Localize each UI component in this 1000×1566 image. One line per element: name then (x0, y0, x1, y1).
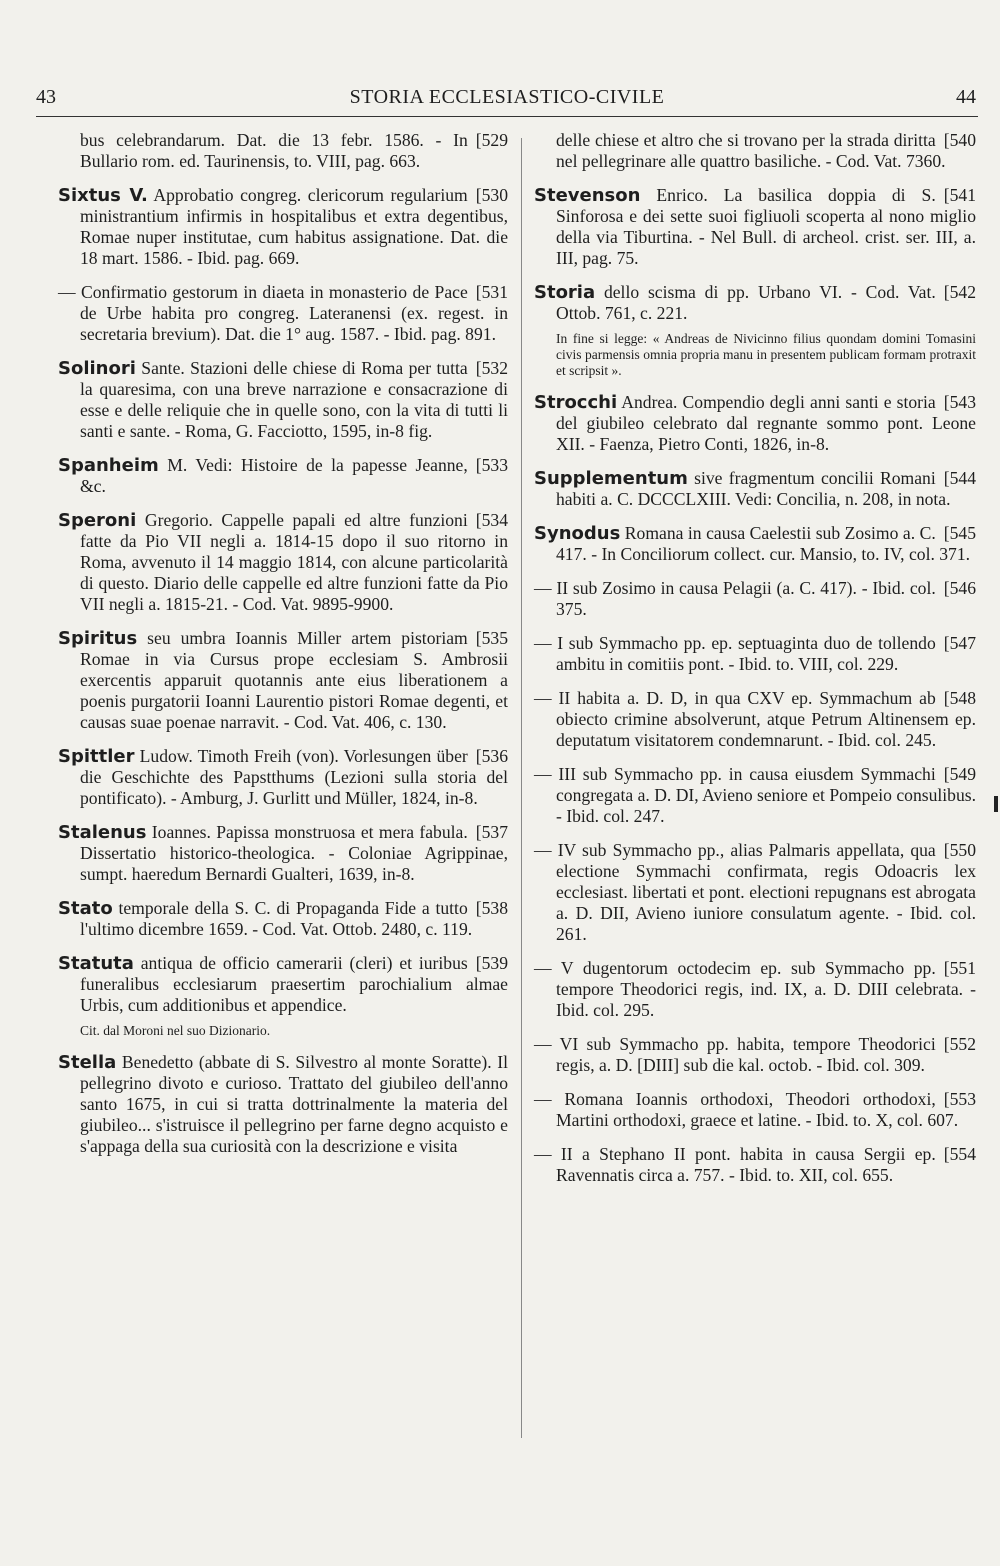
page-header (36, 82, 978, 117)
bibliography-entry (58, 455, 508, 497)
entry-heading: Spittler (58, 746, 135, 767)
entry-text: M. Vedi: Histoire de la papesse Jeanne, &c. (80, 455, 468, 496)
entry-heading: Strocchi (534, 392, 618, 413)
running-title: STORIA ECCLESIASTICO-CIVILE (349, 86, 665, 108)
entry-text: Sante. Stazioni delle chiese di Roma per tutta la quaresima, con una breve narrazione e consacrazione di esse e delle reliquie che in quelle sono, con la vita di tutti li santi e sante. - Roma, G. Facciotto, 1595, in-8 fig. (80, 358, 508, 441)
entry-text: bus celebrandarum. Dat. die 13 febr. 1586. - In Bullario rom. ed. Taurinensis, to. VIII, pag. 663. (80, 130, 468, 171)
column-divider (521, 138, 522, 1438)
entry-number: [538 (475, 898, 508, 918)
bibliography-entry (58, 953, 508, 1016)
bibliography-entry (534, 523, 976, 565)
entry-heading: Stato (58, 898, 113, 919)
entry-text: — Confirmatio gestorum in diaeta in monasterio de Pace de Urbe habita pro congreg. Lateranensi (ex. regest. in secretaria brevium). Dat. die 1° aug. 1587. - Ibid. pag. 891. (58, 282, 508, 344)
entry-number: [529 (475, 130, 508, 150)
entry-heading: Stevenson (534, 185, 641, 206)
entry-text: — II sub Zosimo in causa Pelagii (a. C. 417). - Ibid. col. 375. (534, 578, 936, 619)
entry-number: [544 (943, 468, 976, 488)
entry-text: — VI sub Symmacho pp. habita, tempore Theodorici regis, a. D. [DIII] sub die kal. octob. - Ibid. col. 309. (534, 1034, 936, 1075)
bibliography-entry (58, 358, 508, 442)
entry-text: Gregorio. Cappelle papali ed altre funzioni fatte da Pio VII negli a. 1814-15 dopo il suo ritorno in Roma, avvenuto il 14 maggio 1814, con alcune particolarità di questo. Diario delle cappelle ed altre funzioni fatte da Pio VII negli a. 1815-21. - Cod. Vat. 9895-9900. (80, 510, 508, 614)
bibliography-entry (534, 840, 976, 945)
entry-text: — IV sub Symmacho pp., alias Palmaris appellata, qua electione Symmachi confirmata, regis Odoacris lex ecclesiast. libertati et pont. electioni repugnans est abrogata a. D. DII, Avieno iuniore consulatum agente. - Ibid. col. 261. (534, 840, 976, 944)
entry-number: [537 (475, 822, 508, 842)
bibliography-entry (534, 1034, 976, 1076)
entry-number: [530 (475, 185, 508, 205)
bibliography-entry (534, 633, 976, 675)
entry-number: [554 (943, 1144, 976, 1164)
bibliography-entry (534, 958, 976, 1021)
bibliography-entry (534, 392, 976, 455)
entry-number: [535 (475, 628, 508, 648)
entry-heading: Supplementum (534, 468, 688, 489)
entry-text: seu umbra Ioannis Miller artem pistoriam Romae in via Cursus prope ecclesiam S. Ambrosii exercentis apparuit quotannis ante eius liberationem a poenis purgatorii Ioanni Laurentio pistori Romae degenti, et causas suae poenae narravit. - Cod. Vat. 406, c. 130. (80, 628, 508, 732)
entry-number: [541 (943, 185, 976, 205)
entry-heading: Stalenus (58, 822, 147, 843)
bibliography-entry (58, 510, 508, 615)
bibliography-entry (534, 185, 976, 269)
entry-heading: Sixtus V. (58, 185, 148, 206)
bibliography-entry (534, 764, 976, 827)
entry-number: [552 (943, 1034, 976, 1054)
bibliography-entry (58, 185, 508, 269)
entry-number: [543 (943, 392, 976, 412)
entry-text: Enrico. La basilica doppia di S. Sinforosa e dei sette suoi figliuoli scoperta al nono miglio della via Tiburtina. - Nel Bull. di archeol. crist. ser. III, a. III, pag. 75. (556, 185, 976, 268)
entry-text: — Romana Ioannis orthodoxi, Theodori orthodoxi, Martini orthodoxi, graece et latine. - Ibid. to. X, col. 607. (534, 1089, 959, 1130)
entry-number: [553 (943, 1089, 976, 1109)
entry-number: [533 (475, 455, 508, 475)
entry-text: sive fragmentum concilii Romani habiti a. C. DCCCLXIII. Vedi: Concilia, n. 208, in nota. (556, 468, 951, 509)
bibliography-entry (58, 1052, 508, 1157)
entry-text: delle chiese et altro che si trovano per la strada diritta nel pellegrinare alle quattro basiliche. - Cod. Vat. 7360. (556, 130, 946, 171)
bibliography-entry (534, 282, 976, 324)
page-number-left: 43 (36, 86, 56, 108)
entry-number: [545 (943, 523, 976, 543)
bibliography-entry (534, 130, 976, 172)
entry-text: Benedetto (abbate di S. Silvestro al monte Soratte). Il pellegrino divoto e curioso. Trattato del giubileo dell'anno santo 1675, in cui si tratta dottrinalmente la materia del giubileo... s'istruisce il pellegrino per farne degno acquisto e s'appaga della sua curiosità con la descrizione e visita (80, 1052, 508, 1156)
right-column (534, 130, 976, 1199)
bibliography-entry (534, 1089, 976, 1131)
entry-heading: Storia (534, 282, 596, 303)
entry-number: [539 (475, 953, 508, 973)
entry-heading: Stella (58, 1052, 117, 1073)
page-number-right: 44 (956, 86, 976, 108)
entry-text: — II a Stephano II pont. habita in causa Sergii ep. Ravennatis circa a. 757. - Ibid. to. XII, col. 655. (534, 1144, 936, 1185)
bibliography-entry (534, 688, 976, 751)
entry-number: [531 (475, 282, 508, 302)
entry-text: antiqua de officio camerarii (cleri) et iuribus funeralibus ecclesiarum praesertim parochialium almae Urbis, cum additionibus et appendice. (80, 953, 508, 1015)
entry-text: Approbatio congreg. clericorum regularium ministrantium infirmis in hospitalibus et extra degentibus, Romae nuper institutae, cum habitus assignatione. Dat. die 18 mart. 1586. - Ibid. pag. 669. (80, 185, 508, 268)
entry-number: [547 (943, 633, 976, 653)
entry-note: Cit. dal Moroni nel suo Dizionario. (80, 1023, 271, 1038)
bibliography-entry (58, 282, 508, 345)
entry-text: dello scisma di pp. Urbano VI. - Cod. Vat. Ottob. 761, c. 221. (556, 282, 936, 323)
entry-number: [540 (943, 130, 976, 150)
bibliography-entry (58, 130, 508, 172)
entry-note: In fine si legge: « Andreas de Nivicinno filius quondam domini Tomasini civis parmensis omnia propria manu in presentem publicam formam protraxit et scripsit ». (556, 331, 976, 378)
entry-number: [548 (943, 688, 976, 708)
bibliography-entry (58, 746, 508, 809)
bibliography-entry (58, 822, 508, 885)
entry-number: [546 (943, 578, 976, 598)
bibliography-entry (534, 468, 976, 510)
entry-heading: Speroni (58, 510, 137, 531)
entry-heading: Solinori (58, 358, 136, 379)
entry-text: — V dugentorum octodecim ep. sub Symmacho pp. tempore Theodorici regis, ind. IX, a. D. DIII celebrata. - Ibid. col. 295. (534, 958, 976, 1020)
entry-number: [542 (943, 282, 976, 302)
bibliography-entry (58, 628, 508, 733)
bibliography-entry (58, 898, 508, 940)
margin-mark (994, 796, 998, 812)
entry-text: Romana in causa Caelestii sub Zosimo a. C. 417. - In Conciliorum collect. cur. Mansio, to. IV, col. 371. (556, 523, 971, 564)
entry-text: Ludow. Timoth Freih (von). Vorlesungen über die Geschichte des Papstthums (Lezioni sulla storia del pontificato). - Amburg, J. Gurlitt und Müller, 1824, in-8. (80, 746, 508, 808)
bibliography-entry (534, 578, 976, 620)
entry-text: — II habita a. D. D, in qua CXV ep. Symmachum ab obiecto crimine absolverunt, atque Petrum Altinensem ep. deputatum visitatorem condemnarunt. - Ibid. col. 245. (534, 688, 976, 750)
entry-text: Ioannes. Papissa monstruosa et mera fabula. Dissertatio historico-theologica. - Coloniae Agrippinae, sumpt. haeredum Bernardi Gualteri, 1639, in-8. (80, 822, 508, 884)
entry-number: [550 (943, 840, 976, 860)
entry-number: [534 (475, 510, 508, 530)
entry-number: [532 (475, 358, 508, 378)
entry-heading: Spanheim (58, 455, 159, 476)
entry-text: — I sub Symmacho pp. ep. septuaginta duo de tollendo ambitu in comitiis pont. - Ibid. to. VIII, col. 229. (534, 633, 936, 674)
entry-number: [549 (943, 764, 976, 784)
entry-heading: Statuta (58, 953, 134, 974)
left-column (58, 130, 508, 1170)
entry-text: — III sub Symmacho pp. in causa eiusdem Symmachi congregata a. D. DI, Avieno seniore et Pompeio consulibus. - Ibid. col. 247. (534, 764, 976, 826)
entry-heading: Spiritus (58, 628, 138, 649)
entry-heading: Synodus (534, 523, 621, 544)
entry-text: temporale della S. C. di Propaganda Fide a tutto l'ultimo dicembre 1659. - Cod. Vat. Ottob. 2480, c. 119. (80, 898, 473, 939)
entry-number: [551 (943, 958, 976, 978)
entry-text: Andrea. Compendio degli anni santi e storia del giubileo celebrato dal regnante sommo pont. Leone XII. - Faenza, Pietro Conti, 1826, in-8. (556, 392, 976, 454)
entry-number: [536 (475, 746, 508, 766)
bibliography-entry (534, 1144, 976, 1186)
